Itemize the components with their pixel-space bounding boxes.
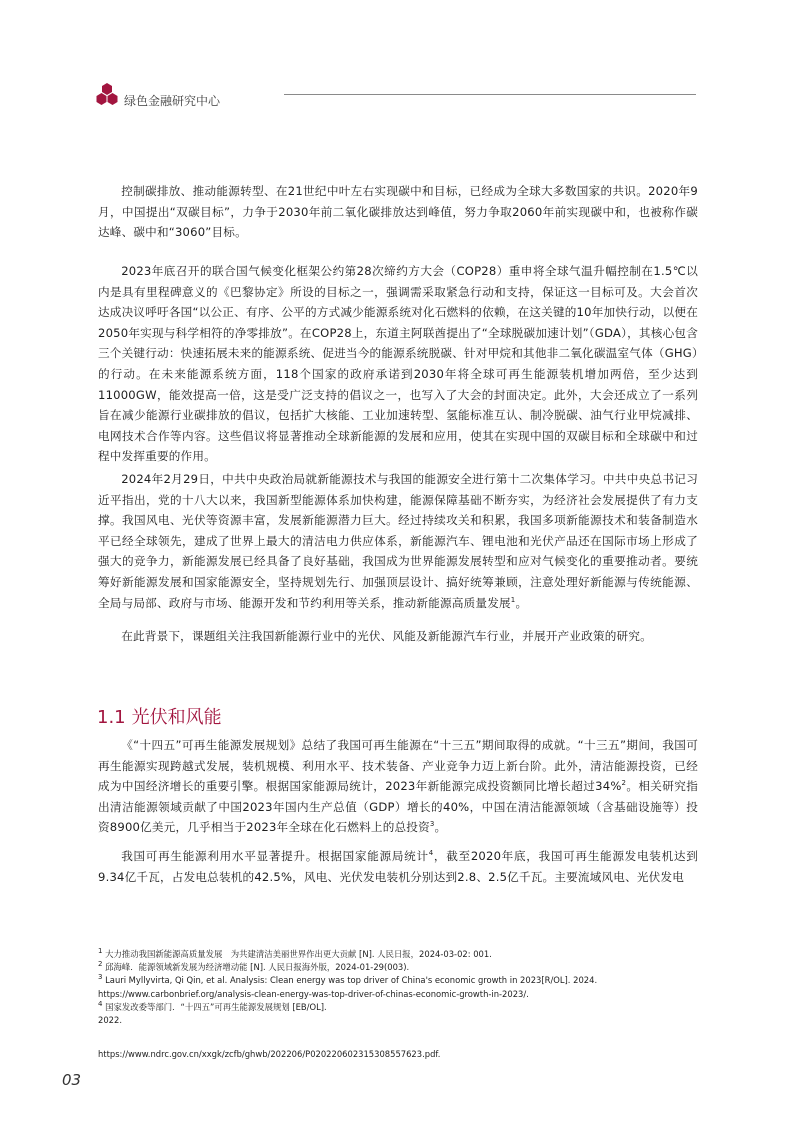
footnote-ref[interactable]: 3 bbox=[429, 820, 435, 829]
paragraph-utilization: 我国可再生能源利用水平显著提升。根据国家能源局统计$^4$，截至2020年底，我国可再生能源发电装机达到9.34亿千瓦，占发电总装机的42.5%，风电、光伏发电装机分别达到2.8、2.5亿千瓦。主要流域风电、光伏发电 bbox=[98, 849, 698, 884]
section-number: 1.1 bbox=[97, 707, 126, 728]
footnote-url[interactable]: https://www.carbonbrief.org/analysis-clean-energy-was-top-driver-of-chinas-economic-growth-in-2023/. bbox=[98, 988, 529, 999]
paragraph-dual-carbon: 控制碳排放、推动能源转型、在21世纪中叶左右实现碳中和目标，已经成为全球大多数国家的共识。2020年9月，中国提出“双碳目标”，力争于2030年前二氧化碳排放达到峰值，努力争取2060年前实现碳中和，也被称作碳达峰、碳中和“3060”目标。 bbox=[98, 184, 698, 240]
paragraph-cop28: 2023年底召开的联合国气候变化框架公约第28次缔约方大会（COP28）重申将全球气温升幅控制在1.5℃以内是具有里程碑意义的《巴黎协定》所设的目标之一，强调需采取紧急行动和支持，保证这一目标可及。大会首次达成决议呼吁各国“以公正、有序、公平的方式减少能源系统对化石燃料的依赖，在这关键的10年加快行动，以便在2050年实现与科学相符的净零排放”。在COP28上，东道主阿联酋提出了“全球脱碳加速计划”（GDA），其核心包含三个关键行动：快速拓展未来的能源系统、促进当今的能源系统脱碳、针对甲烷和其他非二氧化碳温室气体（GHG）的行动。在未来能源系统方面，118个国家的政府承诺到2030年将全球可再生能源装机增加两倍，至少达到11000GW，能效提高一倍，这是受广泛支持的倡议之一，也写入了大会的封面决定。此外，大会还成立了一系列旨在减少能源行业碳排放的倡议，包括扩大核能、工业加速转型、氢能标准互认、制冷脱碳、油气行业甲烷减排、电网技术合作等内容。这些倡议将显著推动全球新能源的发展和应用，使其在实现中国的双碳目标和全球碳中和过程中发挥重要的作用。 bbox=[98, 264, 698, 464]
footnote-year: 2022. bbox=[98, 1015, 122, 1026]
paragraph-politburo-study: 2024年2月29日，中共中央政治局就新能源技术与我国的能源安全进行第十二次集体学习。中共中央总书记习近平指出，党的十八大以来，我国新型能源体系加快构建，能源保障基础不断夯实，为经济社会发展提供了有力支撑。我国风电、光伏等资源丰富，发展新能源潜力巨大。经过持续攻关和积累，我国多项新能源技术和装备制造水平已经全球领先，建成了世界上最大的清洁电力供应体系，新能源汽车、锂电池和光伏产品还在国际市场上形成了强大的竞争力，新能源发展已经具备了良好基础，我国成为世界能源发展转型和应对气候变化的重要推动者。要统筹好新能源发展和国家能源安全，坚持规划先行、加强顶层设计、搞好统筹兼顾，注意处理好新能源与传统能源、全局与局部、政府与市场、能源开发和节约利用等关系，推动新能源高质量发展$^1$。 bbox=[98, 472, 698, 610]
paragraph-background: 在此背景下，课题组关注我国新能源行业中的光伏、风能及新能源汽车行业，并展开产业政策的研究。 bbox=[121, 629, 652, 643]
section-title: 光伏和风能 bbox=[131, 707, 222, 728]
footnote-ref[interactable]: 4 bbox=[428, 849, 434, 858]
footnote-ref[interactable]: 1 bbox=[510, 595, 516, 604]
page-number: 03 bbox=[62, 1071, 82, 1089]
header-divider bbox=[284, 94, 696, 95]
footnote-item: $^2$ 邱海峰．能源领域新发展为经济增动能 [N]. 人民日报海外版，2024-01-29(003). bbox=[98, 960, 410, 973]
footnotes bbox=[98, 948, 718, 1061]
footnote-item: $^3$ Lauri Myllyvirta, Qi Qin, et al. Analysis: Clean energy was top driver of China's economic growth in 2023[R/OL]. 2024. bbox=[98, 973, 598, 986]
org-name: 绿色金融研究中心 bbox=[124, 94, 221, 108]
footnote-url[interactable]: https://www.ndrc.gov.cn/xxgk/zcfb/ghwb/202206/P020220602315308557623.pdf. bbox=[98, 1049, 441, 1060]
paragraph-14th-plan: 《“十四五”可再生能源发展规划》总结了我国可再生能源在“十三五”期间取得的成就。“十三五”期间，我国可再生能源实现跨越式发展，装机规模、利用水平、技术装备、产业竞争力迈上新台阶。此外，清洁能源投资，已经成为中国经济增长的重要引擎。根据国家能源局统计，2023年新能源完成投资额同比增长超过34%$^2$。相关研究指出清洁能源领域贡献了中国2023年国内生产总值（GDP）增长的40%，中国在清洁能源领域（含基础设施等）投资8900亿美元，几乎相当于2023年全球在化石燃料上的总投资$^3$。 bbox=[98, 738, 699, 835]
footnote-ref[interactable]: 2 bbox=[621, 779, 627, 788]
hexagon-cluster-logo-icon bbox=[96, 82, 118, 106]
footnote-item: $^4$ 国家发改委等部门．“十四五”可再生能源发展规划 [EB/OL]. bbox=[98, 1000, 327, 1012]
footnote-item: $^1$ 大力推动我国新能源高质量发展 为共建清洁美丽世界作出更大贡献 [N]. 人民日报，2024-03-02: 001. bbox=[98, 947, 492, 959]
page-header bbox=[96, 82, 716, 112]
section-heading bbox=[97, 703, 222, 729]
